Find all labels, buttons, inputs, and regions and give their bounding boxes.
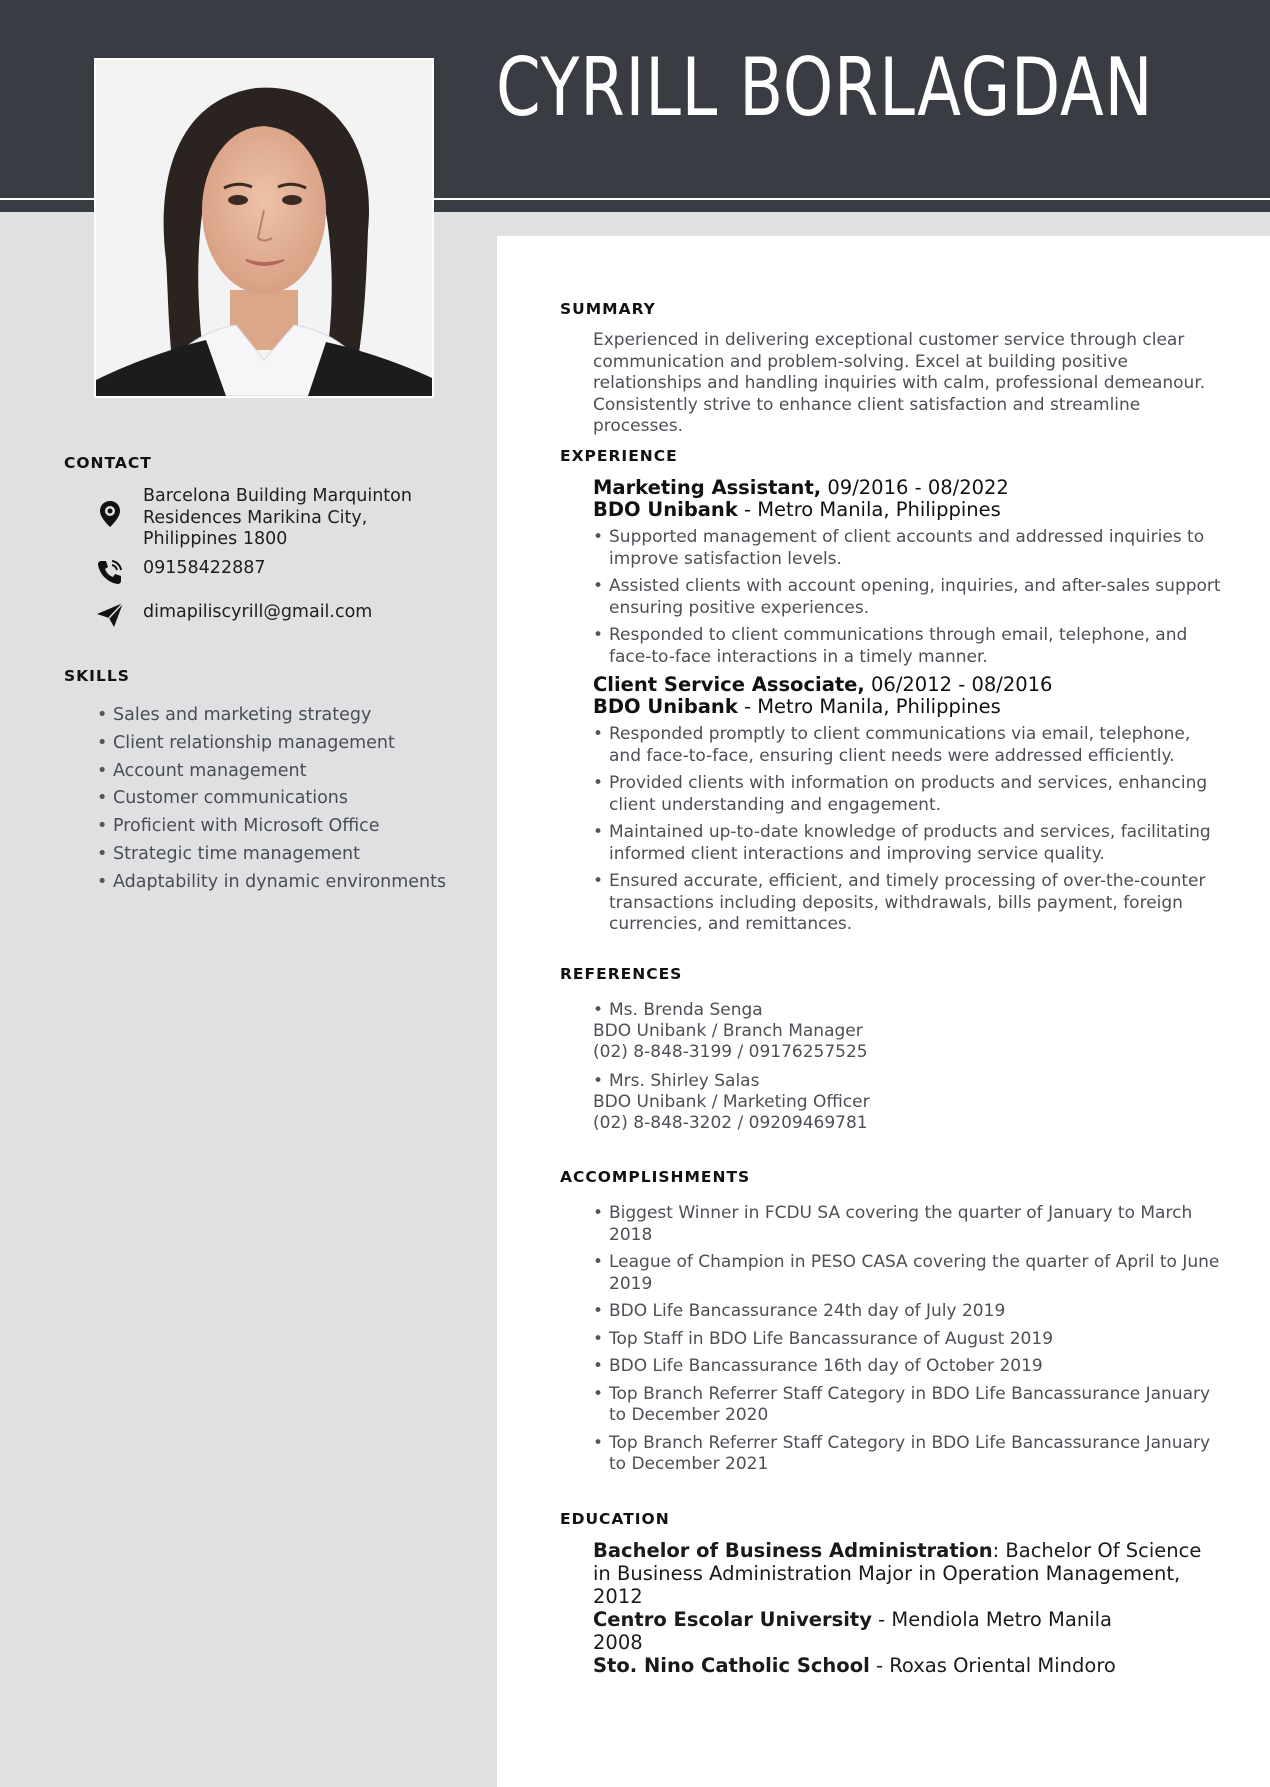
job-bullet: • Responded to client communications through email, telephone, and face-to-face interactions in a timely manner. [593, 625, 1223, 668]
skill-item: • Strategic time management [97, 841, 457, 869]
job-bullet: • Provided clients with information on products and services, enhancing client understanding and engagement. [593, 773, 1223, 816]
job-role: Client Service Associate, [593, 673, 865, 696]
job-bullet: • Assisted clients with account opening, inquiries, and after-sales support ensuring positive experiences. [593, 576, 1223, 619]
job-title-line [593, 674, 1223, 696]
job-company-line [593, 499, 1223, 521]
job-role: Marketing Assistant, [593, 476, 822, 499]
job-entry [593, 477, 1223, 668]
phone-icon [95, 558, 125, 588]
job-bullet: • Supported management of client accounts and addressed inquiries to improve satisfaction levels. [593, 527, 1223, 570]
reference-name: • Mrs. Shirley Salas [609, 1070, 760, 1091]
accomplishment-item: • Biggest Winner in FCDU SA covering the quarter of January to March 2018 [593, 1203, 1223, 1246]
education-school-2: Sto. Nino Catholic School - Roxas Oriental Mindoro [593, 1654, 1116, 1677]
job-location: - Metro Manila, Philippines [737, 695, 1001, 718]
job-title-line [593, 477, 1223, 499]
job-company: BDO Unibank [593, 695, 738, 718]
location-pin-icon [95, 500, 125, 530]
reference-phone: (02) 8-848-3199 / 09176257525 [593, 1042, 868, 1063]
accomplishment-item: • Top Branch Referrer Staff Category in BDO Life Bancassurance January to December 2020 [593, 1384, 1223, 1427]
job-bullet: • Maintained up-to-date knowledge of products and services, facilitating informed client interactions and improving service quality. [593, 822, 1223, 865]
job-bullet: • Responded promptly to client communications via email, telephone, and face-to-face, ensuring client needs were addressed efficiently. [593, 724, 1223, 767]
job-entry [593, 674, 1223, 936]
job-dates: 09/2016 - 08/2022 [821, 476, 1009, 499]
skill-item: • Account management [97, 758, 457, 786]
email-row [95, 602, 443, 632]
references-list [593, 1000, 1223, 1141]
sidebar [0, 212, 497, 1787]
experience-list [593, 477, 1223, 942]
reference-name: • Ms. Brenda Senga [609, 1000, 763, 1020]
reference-item [593, 1000, 1223, 1064]
job-dates: 06/2012 - 08/2016 [864, 673, 1053, 696]
candidate-name: CYRILL BORLAGDAN [496, 41, 1154, 134]
job-company-line [593, 696, 1223, 718]
contact-title: CONTACT [64, 454, 152, 472]
references-title: REFERENCES [560, 965, 683, 983]
accomplishment-item: • BDO Life Bancassurance 24th day of July 2019 [593, 1301, 1223, 1323]
skills-title: SKILLS [64, 667, 130, 685]
send-icon [95, 602, 125, 632]
education-degree: Bachelor of Business Administration: Bachelor Of Science in Business Administration Major in Operation Management, 2012 [593, 1539, 1202, 1608]
education-title: EDUCATION [560, 1510, 670, 1528]
reference-org: BDO Unibank / Marketing Officer [593, 1091, 870, 1112]
job-bullet: • Ensured accurate, efficient, and timely processing of over-the-counter transactions including deposits, withdrawals, bills payment, foreign currencies, and remittances. [593, 871, 1223, 936]
address-text: Barcelona Building Marquinton Residences Marikina City, Philippines 1800 [143, 486, 412, 549]
accomplishment-item: • Top Branch Referrer Staff Category in BDO Life Bancassurance January to December 2021 [593, 1433, 1223, 1476]
profile-photo [96, 60, 432, 396]
job-bullets [593, 724, 1223, 936]
skills-list [97, 702, 457, 897]
reference-org: BDO Unibank / Branch Manager [593, 1021, 863, 1042]
job-company: BDO Unibank [593, 498, 738, 521]
job-location: - Metro Manila, Philippines [737, 498, 1001, 521]
skill-item: • Sales and marketing strategy [97, 702, 457, 730]
accomplishment-item: • League of Champion in PESO CASA covering the quarter of April to June 2019 [593, 1252, 1223, 1295]
accomplishment-item: • Top Staff in BDO Life Bancassurance of August 2019 [593, 1329, 1223, 1351]
phone-row [95, 558, 443, 588]
job-bullets [593, 527, 1223, 668]
header-gray-band [497, 212, 1270, 236]
summary-title: SUMMARY [560, 300, 656, 318]
education-year-2: 2008 [593, 1631, 643, 1654]
phone-text: 09158422887 [143, 558, 266, 578]
reference-item [593, 1071, 1223, 1135]
skill-item: • Customer communications [97, 785, 457, 813]
address-row [95, 486, 443, 551]
accomplishments-list [593, 1203, 1223, 1482]
accomplishments-title: ACCOMPLISHMENTS [560, 1168, 751, 1186]
education-block [593, 1539, 1223, 1677]
experience-title: EXPERIENCE [560, 447, 678, 465]
portrait-illustration [96, 60, 432, 396]
skill-item: • Adaptability in dynamic environments [97, 869, 457, 897]
summary-text: Experienced in delivering exceptional customer service through clear communication and problem-solving. Excel at building positive relationships and handling inquiries with calm, professional demeanour. Consistently strive to enhance client satisfaction and streamline processes. [593, 330, 1206, 436]
email-text[interactable]: dimapiliscyrill@gmail.com [143, 602, 373, 622]
education-school-1: Centro Escolar University - Mendiola Metro Manila [593, 1608, 1112, 1631]
reference-phone: (02) 8-848-3202 / 09209469781 [593, 1113, 868, 1134]
skill-item: • Client relationship management [97, 730, 457, 758]
accomplishment-item: • BDO Life Bancassurance 16th day of October 2019 [593, 1356, 1223, 1378]
skill-item: • Proficient with Microsoft Office [97, 813, 457, 841]
